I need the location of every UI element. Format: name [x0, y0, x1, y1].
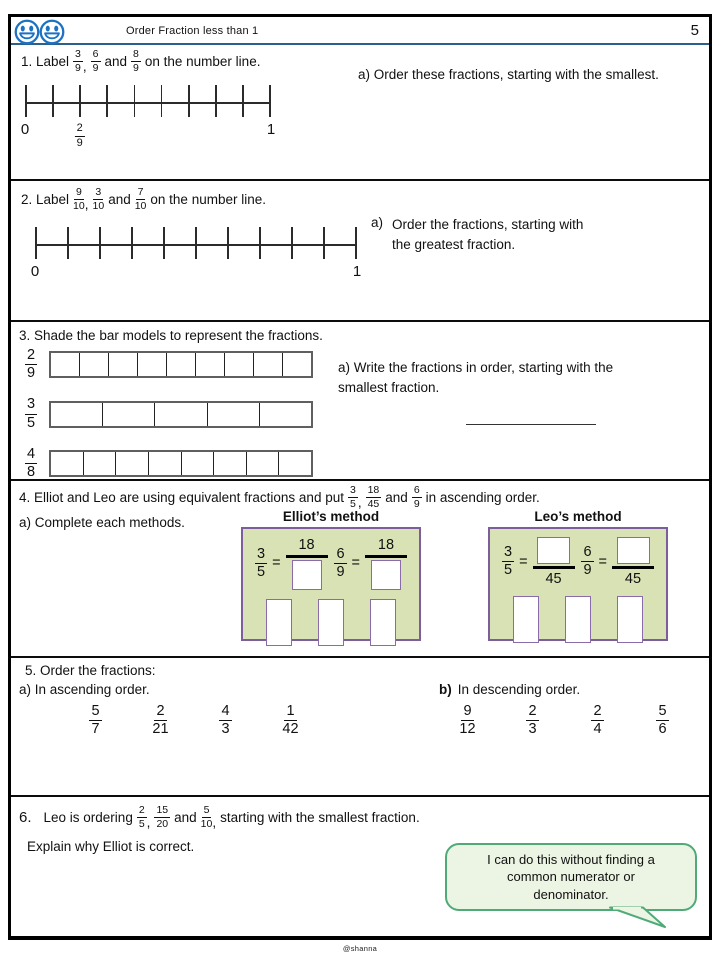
- bar-cell[interactable]: [279, 452, 311, 475]
- fraction: [135, 187, 147, 212]
- bar-cell[interactable]: [138, 353, 167, 376]
- fraction: [334, 547, 346, 580]
- fraction-with-blank: [533, 537, 575, 587]
- question-1: [11, 45, 709, 179]
- fraction: [25, 447, 37, 480]
- question-2: [11, 179, 709, 320]
- numerator: 18: [366, 485, 382, 498]
- tick-mark: [67, 227, 69, 259]
- question-2-prompt: [21, 187, 266, 212]
- fraction: [137, 805, 147, 830]
- fraction: [459, 704, 475, 737]
- denominator: 5: [257, 563, 266, 580]
- fraction: [73, 187, 85, 212]
- tick-mark: [99, 227, 101, 259]
- tick-mark: [79, 85, 81, 117]
- prompt-text: and: [108, 192, 131, 208]
- leo-method-box: [488, 527, 668, 641]
- fraction-slot: [630, 704, 695, 737]
- fraction: [131, 49, 141, 74]
- fraction-bar: [533, 566, 575, 569]
- fraction-with-blank: [286, 537, 328, 590]
- question-5-prompt: 5. Order the fractions:: [25, 663, 156, 678]
- question-4: [11, 479, 709, 656]
- equals-sign: =: [598, 553, 607, 570]
- question-5: [11, 656, 709, 795]
- denominator: 45: [624, 570, 642, 587]
- fraction: [366, 485, 382, 510]
- equals-sign: =: [272, 555, 281, 572]
- tick-mark: [227, 227, 229, 259]
- number-line-start-label: 0: [20, 121, 30, 138]
- leo-method-title: Leo’s method: [534, 509, 622, 524]
- bar-cell[interactable]: [225, 353, 254, 376]
- numerator: 2: [75, 123, 85, 137]
- denominator: 9: [76, 136, 83, 149]
- fraction: [502, 545, 514, 578]
- answer-box[interactable]: [266, 599, 292, 646]
- bar-cell[interactable]: [196, 353, 225, 376]
- denominator: 3: [528, 721, 537, 738]
- denominator: 45: [367, 498, 380, 511]
- answer-box[interactable]: [371, 560, 401, 590]
- denominator: 20: [156, 818, 169, 831]
- tick-mark: [215, 85, 217, 117]
- fraction: [656, 704, 668, 737]
- number-line[interactable]: [20, 85, 276, 149]
- denominator: 9: [75, 62, 81, 75]
- fraction: [73, 49, 83, 74]
- answer-box[interactable]: [537, 537, 570, 564]
- fraction: [282, 704, 298, 737]
- bar-cell[interactable]: [214, 452, 247, 475]
- bar-cell[interactable]: [109, 353, 138, 376]
- prompt-text: and: [104, 54, 128, 70]
- tick-mark: [269, 85, 271, 117]
- numerator: 2: [526, 704, 538, 721]
- bar-cell[interactable]: [260, 403, 311, 426]
- number-line-axis: [25, 102, 271, 104]
- question-number: 6.: [19, 809, 32, 827]
- fraction: [89, 704, 101, 737]
- numerator: 5: [89, 704, 101, 721]
- denominator: 9: [92, 62, 99, 75]
- fraction: [255, 547, 267, 580]
- denominator: 9: [413, 498, 420, 511]
- numerator: 18: [377, 537, 395, 553]
- denominator: 7: [91, 721, 100, 738]
- numerator: 2: [25, 348, 37, 365]
- fraction-slot: [128, 704, 193, 737]
- tick-mark: [195, 227, 197, 259]
- tick-mark: [161, 85, 163, 117]
- prompt-text: 4. Elliot and Leo are using equivalent fractions and put: [19, 490, 344, 506]
- worksheet-frame: [8, 14, 712, 940]
- prompt-text: and: [385, 490, 408, 506]
- bar-cell[interactable]: [80, 353, 109, 376]
- question-3-prompt: 3. Shade the bar models to represent the fractions.: [19, 328, 323, 343]
- numerator: 6: [412, 485, 422, 498]
- prompt-text: ,: [84, 197, 89, 213]
- prompt-text: ,: [357, 495, 362, 511]
- equals-sign: =: [351, 555, 360, 572]
- numerator: 2: [137, 805, 147, 818]
- fraction: [591, 704, 603, 737]
- numerator: 2: [591, 704, 603, 721]
- question-3: [11, 320, 709, 479]
- fraction: [154, 805, 170, 830]
- question-6-prompt: [19, 805, 420, 830]
- tick-mark: [355, 227, 357, 259]
- fraction: [201, 805, 213, 830]
- bar-models: [25, 348, 313, 496]
- numerator: 4: [219, 704, 231, 721]
- question-3a-prompt: a) Write the fractions in order, starting with the smallest fraction.: [338, 360, 614, 395]
- denominator: 42: [282, 721, 299, 738]
- numerator: 18: [298, 537, 315, 553]
- descending-fractions: [435, 704, 695, 737]
- tick-mark: [259, 227, 261, 259]
- fraction-slot: [435, 704, 500, 737]
- fraction-slot: [258, 704, 323, 737]
- fraction: [412, 485, 422, 510]
- denominator: 9: [27, 365, 36, 382]
- bar-cell[interactable]: [84, 452, 117, 475]
- denominator: 5: [27, 414, 36, 431]
- tick-mark: [188, 85, 190, 117]
- page-number: 5: [690, 22, 699, 39]
- denominator: 5: [349, 498, 356, 511]
- smiley-icon: [14, 19, 40, 45]
- denominator: 10: [200, 818, 213, 831]
- author-credit: @shanna: [342, 944, 378, 953]
- number-line-end-label: 1: [352, 263, 362, 280]
- bar-model-row: [25, 397, 313, 430]
- fraction: [93, 187, 105, 212]
- answer-box[interactable]: [292, 560, 322, 590]
- bar-cell[interactable]: [155, 403, 207, 426]
- ascending-fractions: [63, 704, 323, 737]
- question-5b-label: b) In descending order.: [439, 682, 581, 697]
- bar-model[interactable]: [49, 401, 313, 428]
- answer-box[interactable]: [617, 537, 650, 564]
- fraction-slot: [500, 704, 565, 737]
- speech-bubble-tail-icon: [607, 907, 671, 929]
- numerator: 15: [154, 805, 170, 818]
- tick-mark: [35, 227, 37, 259]
- equation: [502, 537, 575, 587]
- prompt-text: 1. Label: [21, 54, 70, 70]
- bar-cell[interactable]: [254, 353, 283, 376]
- denominator: 9: [133, 62, 139, 75]
- numerator: 8: [131, 49, 141, 62]
- fraction-slot: [193, 704, 258, 737]
- tick-mark: [163, 227, 165, 259]
- bar-model[interactable]: [49, 351, 313, 378]
- bar-model-row: [25, 447, 313, 480]
- fraction-with-blank: [612, 537, 654, 587]
- equals-sign: =: [519, 553, 528, 570]
- numerator: 7: [136, 187, 146, 200]
- tick-mark: [25, 85, 27, 117]
- equation: [581, 537, 654, 587]
- denominator: 45: [545, 570, 562, 587]
- difficulty-rating: [14, 19, 64, 45]
- bar-cell[interactable]: [51, 403, 103, 426]
- tick-mark: [323, 227, 325, 259]
- speech-bubble: [445, 843, 697, 911]
- denominator: 9: [336, 563, 345, 580]
- question-6-explain: Explain why Elliot is correct.: [27, 839, 195, 854]
- prompt-text: 2. Label: [21, 192, 70, 208]
- fraction: [581, 545, 593, 578]
- bar-model-row: [25, 348, 313, 381]
- fraction-slot: [565, 704, 630, 737]
- numerator: 6: [91, 49, 101, 62]
- equation: [334, 537, 407, 590]
- bar-cell[interactable]: [51, 452, 84, 475]
- numerator: 6: [334, 547, 346, 564]
- question-5a-label: a) In ascending order.: [19, 682, 150, 697]
- answer-box[interactable]: [370, 599, 396, 646]
- fraction: [25, 397, 37, 430]
- fraction-bar: [612, 566, 654, 569]
- tick-mark: [106, 85, 108, 117]
- bar-cell[interactable]: [208, 403, 260, 426]
- bar-cell[interactable]: [149, 452, 182, 475]
- denominator: 8: [27, 464, 36, 481]
- tick-mark: [291, 227, 293, 259]
- question-2a-prompt: [371, 215, 583, 254]
- fraction: [75, 123, 85, 149]
- numerator: 4: [25, 447, 37, 464]
- question-4-prompt: [19, 485, 540, 510]
- numerator: 3: [502, 545, 514, 562]
- numerator: 3: [73, 49, 83, 62]
- denominator: 9: [583, 562, 592, 579]
- fraction: [25, 348, 37, 381]
- bar-cell[interactable]: [116, 452, 149, 475]
- prompt-text: on the number line.: [150, 192, 266, 208]
- answer-line[interactable]: [466, 424, 596, 425]
- number-line-end-label: 1: [266, 121, 276, 138]
- number-line[interactable]: [30, 227, 362, 280]
- denominator: 10: [92, 200, 105, 213]
- numerator: 3: [93, 187, 103, 200]
- bar-cell[interactable]: [167, 353, 196, 376]
- fraction-bar: [286, 555, 328, 558]
- numerator: 2: [154, 704, 166, 721]
- prompt-text: ,: [82, 59, 87, 75]
- bar-cell[interactable]: [247, 452, 280, 475]
- elliot-method-title: Elliot’s method: [282, 509, 380, 524]
- prompt-text: ,: [146, 815, 151, 831]
- fraction: [152, 704, 168, 737]
- fraction: [526, 704, 538, 737]
- tick-mark: [52, 85, 54, 117]
- denominator: 4: [593, 721, 602, 738]
- question-1a-prompt: a) Order these fractions, starting with the smallest.: [358, 67, 659, 82]
- fraction-slot: [63, 704, 128, 737]
- prompt-text: Leo is ordering: [43, 810, 133, 826]
- denominator: 21: [152, 721, 169, 738]
- fraction-bar: [365, 555, 407, 558]
- bar-cell[interactable]: [103, 403, 155, 426]
- prompt-text: ,: [212, 815, 217, 831]
- numerator: 9: [461, 704, 473, 721]
- prompt-text: in ascending order.: [425, 490, 540, 506]
- number-line-axis: [35, 244, 357, 246]
- worksheet-header: [11, 17, 709, 45]
- fraction: [219, 704, 231, 737]
- fraction: [348, 485, 358, 510]
- numerator: 9: [74, 187, 84, 200]
- number-line-start-label: 0: [30, 263, 40, 280]
- tick-mark: [134, 85, 136, 117]
- answer-box[interactable]: [617, 596, 643, 643]
- speech-bubble-text: I can do this without finding a common numerator or denominator.: [487, 851, 655, 902]
- denominator: 5: [138, 818, 145, 831]
- fraction-with-blank: [365, 537, 407, 590]
- numerator: 5: [656, 704, 668, 721]
- numerator: 3: [255, 547, 267, 564]
- answer-box[interactable]: [513, 596, 539, 643]
- answer-box[interactable]: [565, 596, 591, 643]
- smiley-icon: [39, 19, 65, 45]
- tick-mark: [242, 85, 244, 117]
- bar-cell[interactable]: [182, 452, 215, 475]
- numerator: 6: [581, 545, 593, 562]
- answer-box[interactable]: [318, 599, 344, 646]
- denominator: 12: [459, 721, 476, 738]
- denominator: 6: [658, 721, 667, 738]
- tick-mark: [131, 227, 133, 259]
- bar-cell[interactable]: [283, 353, 311, 376]
- question-1-prompt: [21, 49, 260, 74]
- denominator: 5: [504, 562, 513, 579]
- numerator: 1: [284, 704, 296, 721]
- sub-question-label: a): [371, 215, 384, 230]
- denominator: 3: [221, 721, 230, 738]
- denominator: 10: [73, 200, 85, 213]
- prompt-text: on the number line.: [144, 54, 261, 70]
- equation: [255, 537, 328, 590]
- page-title: Order Fraction less than 1: [126, 25, 259, 37]
- numerator: 3: [348, 485, 358, 498]
- prompt-text: starting with the smallest fraction.: [220, 810, 420, 826]
- fraction: [91, 49, 101, 74]
- numerator: 3: [25, 397, 37, 414]
- denominator: 10: [134, 200, 147, 213]
- sub-question-text: Order the fractions, starting with the greatest fraction.: [392, 217, 584, 252]
- prompt-text: and: [174, 810, 197, 826]
- numerator: 5: [202, 805, 212, 818]
- question-4a-prompt: a) Complete each methods.: [19, 515, 185, 530]
- bar-cell[interactable]: [51, 353, 80, 376]
- bar-model[interactable]: [49, 450, 313, 477]
- elliot-method-box: [241, 527, 421, 641]
- question-6: [11, 795, 709, 936]
